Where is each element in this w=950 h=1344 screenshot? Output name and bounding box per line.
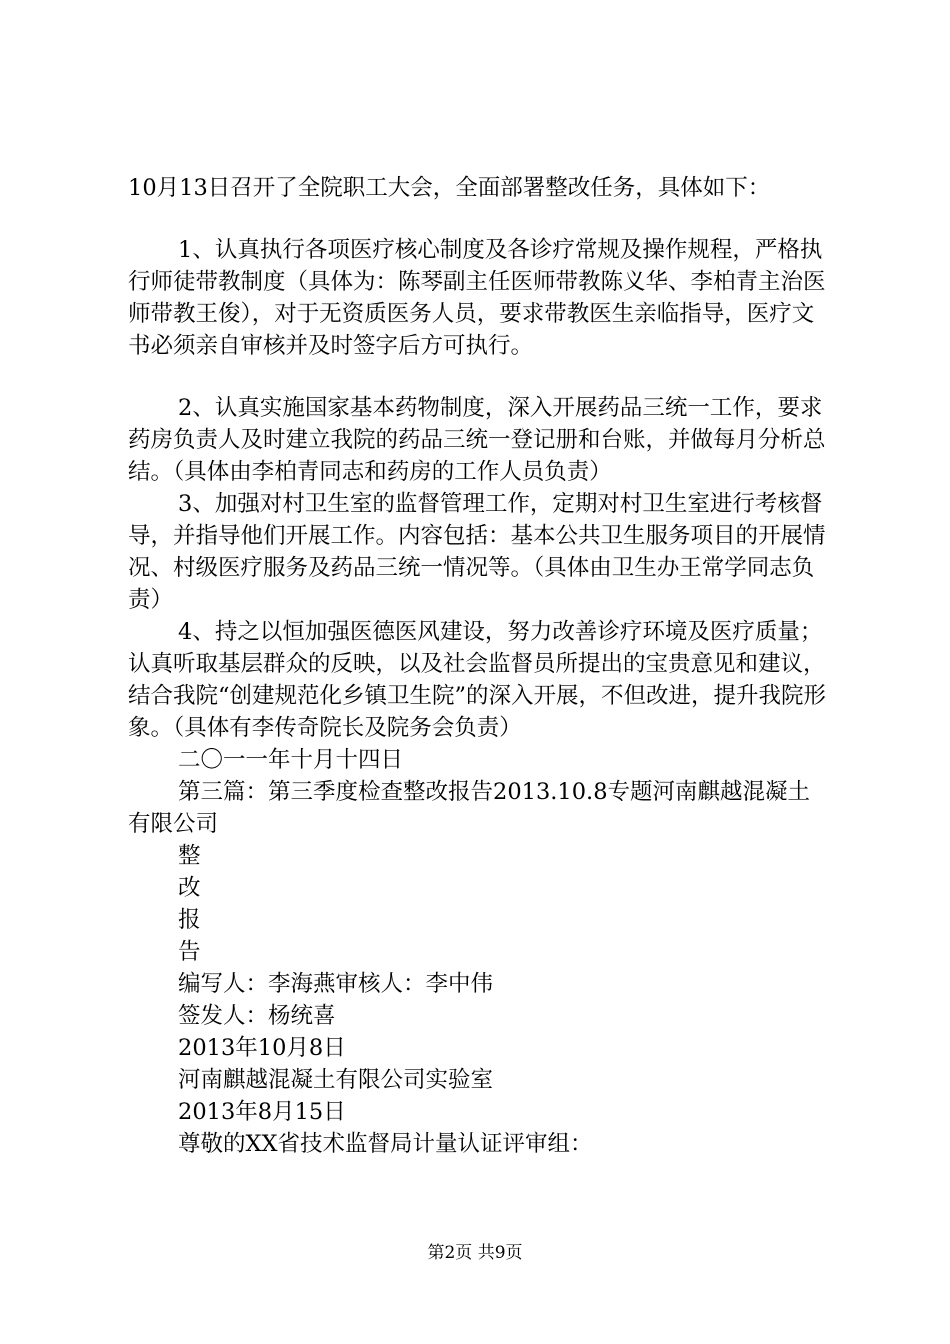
paragraph-gap xyxy=(128,362,828,392)
item-2-paragraph: 2、认真实施国家基本药物制度，深入开展药品三统一工作，要求药房负责人及时建立我院的药品三统一登记册和台账，并做每月分析总结。（具体由李柏青同志和药房的工作人员负责） xyxy=(128,395,826,485)
report-lines xyxy=(128,840,828,1160)
item-1-paragraph: 1、认真执行各项医疗核心制度及各诊疗常规及操作规程，严格执行师徒带教制度（具体为：陈琴副主任医师带教陈义华、李柏青主治医师带教王俊），对于无资质医务人员，要求带教医生亲临指导，医疗文书必须亲自审核并及时签字后方可执行。 xyxy=(128,237,826,359)
report-line: 编写人：李海燕审核人：李中伟 xyxy=(178,971,494,997)
report-line: 告 xyxy=(178,939,201,965)
report-line: 报 xyxy=(178,907,201,933)
page-footer: 第2页 共9页 xyxy=(427,1243,523,1263)
document-body xyxy=(128,172,828,1160)
report-line: 整 xyxy=(178,843,201,869)
report-line: 签发人：杨统喜 xyxy=(178,1003,336,1029)
report-line: 河南麒越混凝土有限公司实验室 xyxy=(178,1067,494,1093)
intro-paragraph: 10月13日召开了全院职工大会，全面部署整改任务，具体如下： xyxy=(128,175,771,201)
report-line: 2013年8月15日 xyxy=(178,1099,346,1125)
item-4-paragraph: 4、持之以恒加强医德医风建设，努力改善诊疗环境及医疗质量；认真听取基层群众的反映，以及社会监督员所提出的宝贵意见和建议，结合我院“创建规范化乡镇卫生院”的深入开展，不但改进，提升我院形象。（具体有李传奇院长及院务会负责） xyxy=(128,619,827,741)
section-3-heading: 第三篇：第三季度检查整改报告2013.10.8专题河南麒越混凝土有限公司 xyxy=(128,779,811,837)
report-line: 尊敬的XX省技术监督局计量认证评审组： xyxy=(178,1131,593,1157)
item-3-paragraph: 3、加强对村卫生室的监督管理工作，定期对村卫生室进行考核督导，并指导他们开展工作。内容包括：基本公共卫生服务项目的开展情况、村级医疗服务及药品三统一情况等。（具体由卫生办王常学同志负责） xyxy=(128,491,826,613)
report-line: 2013年10月8日 xyxy=(178,1035,346,1061)
paragraph-gap xyxy=(128,204,828,234)
report-line: 改 xyxy=(178,875,201,901)
date-line: 二〇一一年十月十四日 xyxy=(178,747,404,773)
